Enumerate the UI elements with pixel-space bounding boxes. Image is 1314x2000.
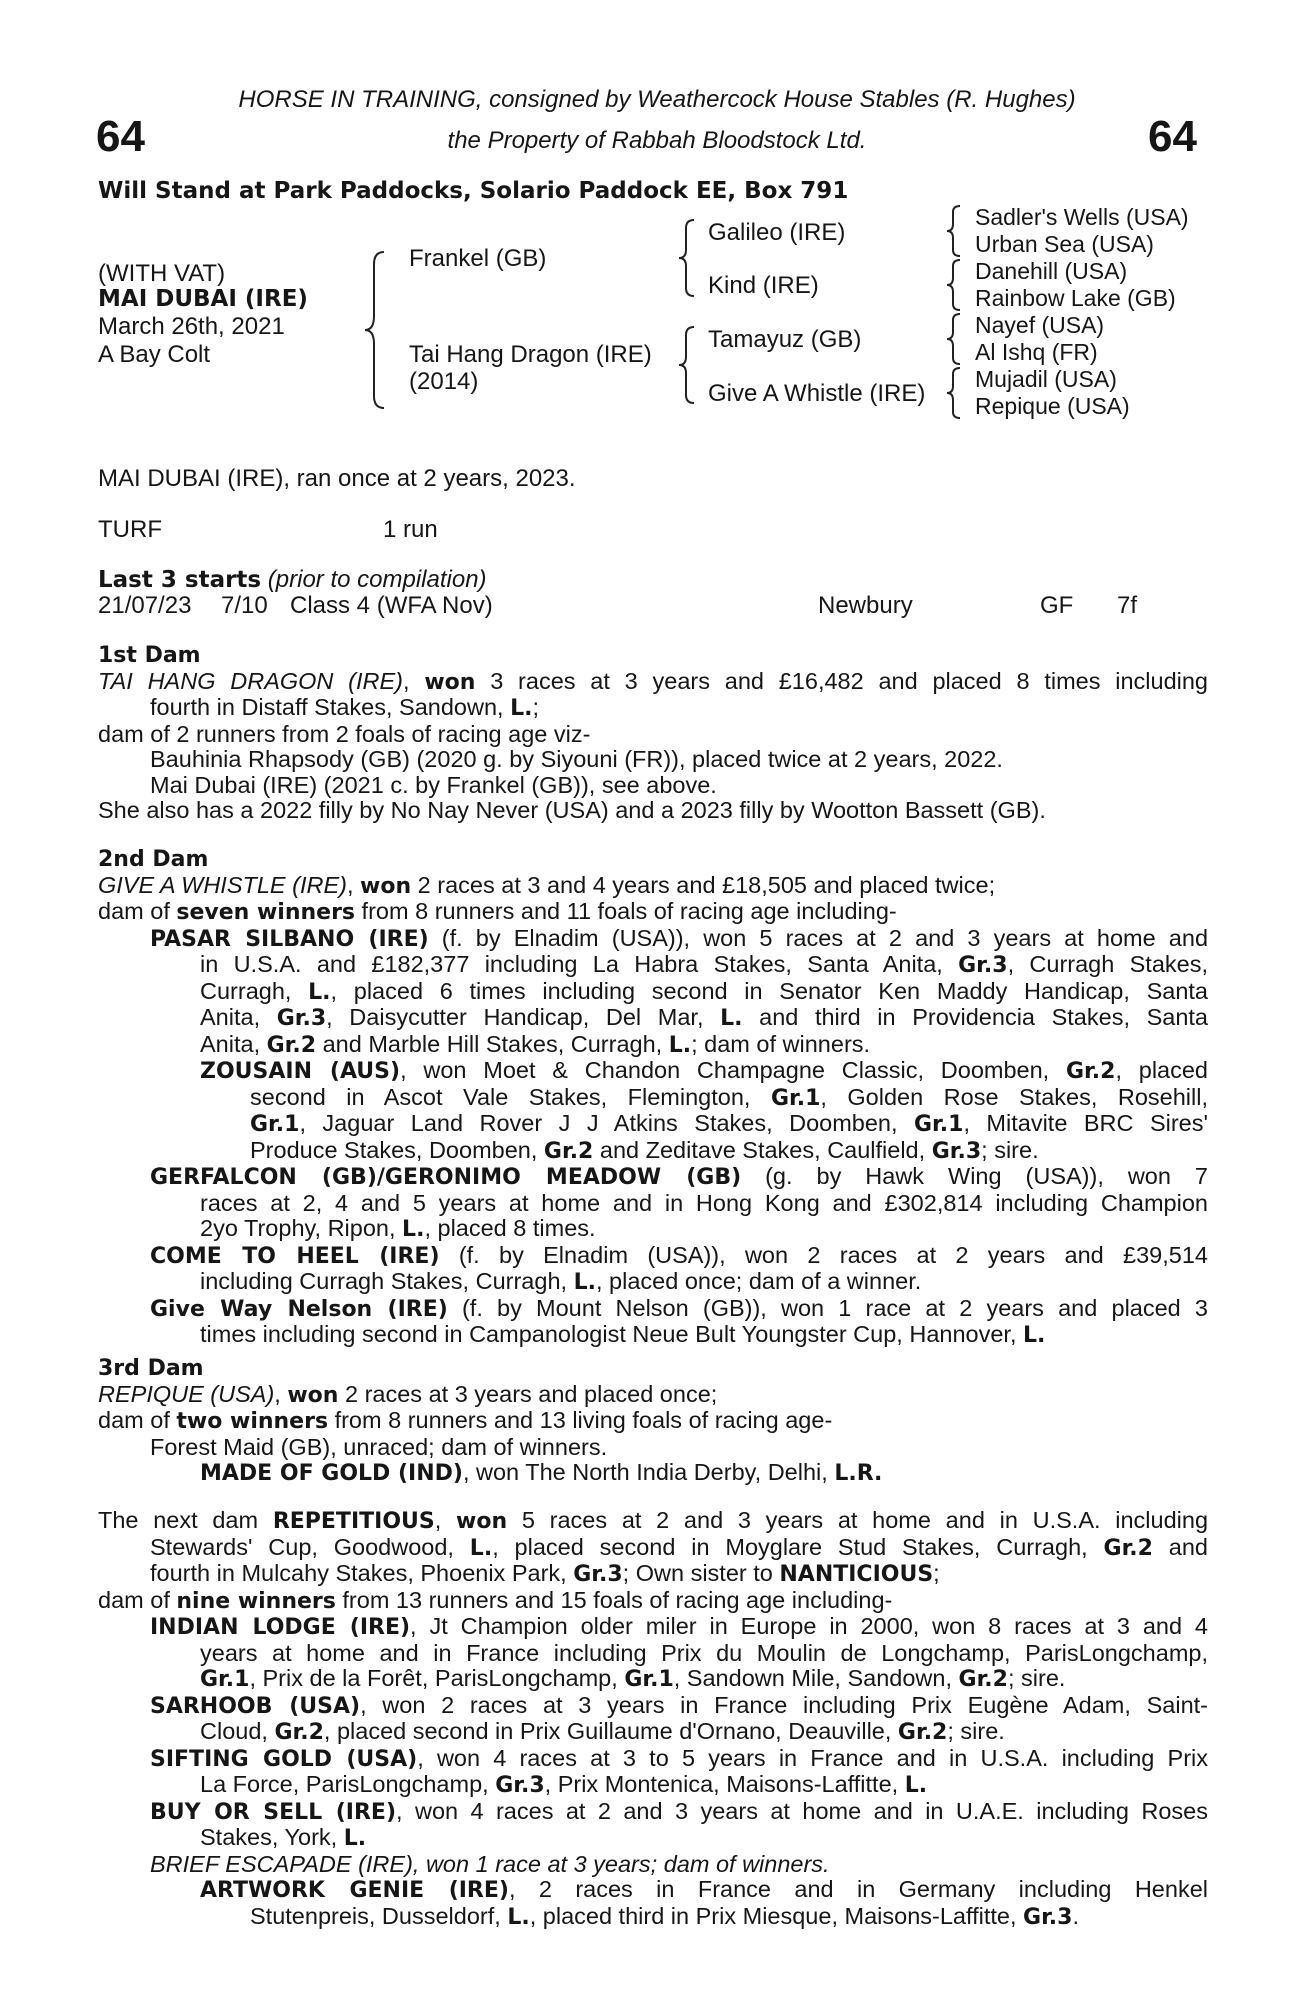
text-line: dam of nine winners from 13 runners and 15 foals of racing age including- [98, 1586, 893, 1614]
text-line: Stakes, York, L. [200, 1824, 367, 1851]
produce-line: Bauhinia Rhapsody (GB) (2020 g. by Siyouni (FR)), placed twice at 2 years, 2022. [150, 746, 1003, 772]
start-date: 21/07/23 [98, 592, 192, 619]
text-line: fourth in Mulcahy Stakes, Phoenix Park, Gr.3; Own sister to NANTICIOUS; [150, 1560, 940, 1587]
text-line: Anita, Gr.3, Daisycutter Handicap, Del Mar, L. and third in Providencia Stakes, Santa [200, 1004, 1209, 1031]
pedigree-sire-sire: Galileo (IRE) [708, 219, 846, 246]
text-line: COME TO HEEL (IRE) (f. by Elnadim (USA)), won 2 races at 2 years and £39,514 [150, 1241, 1208, 1269]
stand-location: Will Stand at Park Paddocks, Solario Paddock EE, Box 791 [98, 178, 849, 204]
pedigree-brace-g2 [944, 258, 964, 312]
next-dam-section [98, 1508, 1208, 1930]
pedigree-brace-g1 [944, 204, 964, 258]
text-line: Gr.1, Jaguar Land Rover J J Atkins Stakes, Doomben, Gr.1, Mitavite BRC Sires' [250, 1110, 1208, 1137]
last-starts-heading: Last 3 starts (prior to compilation) [98, 566, 487, 593]
horse-name: MAI DUBAI (IRE) [98, 286, 308, 312]
second-dam-section [98, 847, 1208, 1349]
pedigree-g3-2: Urban Sea (USA) [975, 231, 1154, 257]
start-position: 7/10 [221, 592, 268, 619]
property-line: the Property of Rabbah Bloodstock Ltd. [447, 127, 867, 154]
text-line: BRIEF ESCAPADE (IRE), won 1 race at 3 years; dam of winners. [150, 1850, 830, 1877]
start-distance: 7f [1117, 592, 1138, 619]
horse-description: A Bay Colt [98, 341, 211, 368]
text-line: ZOUSAIN (AUS), won Moet & Chandon Champagne Classic, Doomben, Gr.2, placed [200, 1057, 1208, 1084]
pedigree-dam-sire: Tamayuz (GB) [708, 326, 862, 353]
produce-line: Mai Dubai (IRE) (2021 c. by Frankel (GB)), see above. [150, 771, 717, 798]
text-line: races at 2, 4 and 5 years at home and in Hong Kong and £302,814 including Champion [200, 1189, 1208, 1216]
pedigree-g3-5: Nayef (USA) [975, 312, 1105, 338]
pedigree-g3-4: Rainbow Lake (GB) [975, 285, 1176, 311]
pedigree-dam: Tai Hang Dragon (IRE) [409, 341, 652, 368]
start-course: Newbury [818, 592, 913, 619]
text-line: in U.S.A. and £182,377 including La Habra Stakes, Santa Anita, Gr.3, Curragh Stakes, [200, 951, 1209, 978]
pedigree-dam-year: (2014) [409, 368, 479, 395]
text-line: Give Way Nelson (IRE) (f. by Mount Nelson (GB)), won 1 race at 2 years and placed 3 [150, 1294, 1208, 1322]
pedigree-g3-1: Sadler's Wells (USA) [975, 204, 1189, 230]
text-line: MADE OF GOLD (IND), won The North India Derby, Delhi, L.R. [200, 1459, 883, 1486]
text-line: SIFTING GOLD (USA), won 4 races at 3 to 5 years in France and in U.S.A. including Prix [150, 1744, 1208, 1772]
text-line: BUY OR SELL (IRE), won 4 races at 2 and 3 years at home and in U.A.E. including Roses [150, 1797, 1209, 1825]
start-race-class: Class 4 (WFA Nov) [290, 592, 493, 619]
start-going: GF [1040, 592, 1074, 619]
text-line: dam of 2 runners from 2 foals of racing age viz- [98, 720, 591, 747]
text-line: times including second in Campanologist Neue Bult Youngster Cup, Hannover, L. [200, 1321, 1046, 1348]
pedigree-dam-dam: Give A Whistle (IRE) [708, 380, 926, 407]
text-line: TAI HANG DRAGON (IRE), won 3 races at 3 years and £16,482 and placed 8 times including [98, 667, 1208, 695]
runs-count: 1 run [383, 516, 438, 543]
text-line: She also has a 2022 filly by No Nay Never (USA) and a 2023 filly by Wootton Bassett (GB). [98, 797, 1046, 823]
text-line: dam of two winners from 8 runners and 13 living foals of racing age- [98, 1407, 833, 1434]
race-record-summary: MAI DUBAI (IRE), ran once at 2 years, 2023. [98, 465, 576, 492]
pedigree-sire: Frankel (GB) [409, 245, 547, 272]
text-line: Gr.1, Prix de la Forêt, ParisLongchamp, Gr.1, Sandown Mile, Sandown, Gr.2; sire. [200, 1665, 1066, 1692]
foaling-date: March 26th, 2021 [98, 313, 285, 340]
second-dam-heading: 2nd Dam [98, 847, 209, 872]
pedigree-brace-main [362, 250, 392, 410]
pedigree-g3-3: Danehill (USA) [975, 258, 1128, 284]
text-line: REPIQUE (USA), won 2 races at 3 years and placed once; [98, 1380, 718, 1408]
text-line: La Force, ParisLongchamp, Gr.3, Prix Montenica, Maisons-Laffitte, L. [200, 1771, 928, 1798]
text-line: second in Ascot Vale Stakes, Flemington, Gr.1, Golden Rose Stakes, Rosehill, [250, 1083, 1208, 1111]
text-line: dam of seven winners from 8 runners and 11 foals of racing age including- [98, 898, 897, 925]
text-line: PASAR SILBANO (IRE) (f. by Elnadim (USA)), won 5 races at 2 and 3 years at home and [150, 924, 1209, 952]
surface-label: TURF [98, 516, 162, 543]
consignor-line: HORSE IN TRAINING, consigned by Weathercock House Stables (R. Hughes) [238, 86, 1076, 113]
text-line: fourth in Distaff Stakes, Sandown, L.; [150, 694, 540, 721]
third-dam-heading: 3rd Dam [98, 1356, 204, 1381]
lot-number-left: 64 [96, 112, 145, 161]
lot-number-right: 64 [1148, 112, 1197, 161]
text-line: ARTWORK GENIE (IRE), 2 races in France and in Germany including Henkel [200, 1876, 1208, 1903]
text-line: Curragh, L., placed 6 times including second in Senator Ken Maddy Handicap, Santa [200, 977, 1208, 1005]
text-line: SARHOOB (USA), won 2 races at 3 years in France including Prix Eugène Adam, Saint- [150, 1691, 1208, 1719]
text-line: 2yo Trophy, Ripon, L., placed 8 times. [200, 1215, 596, 1242]
text-line: Forest Maid (GB), unraced; dam of winners. [150, 1433, 608, 1460]
text-line: Anita, Gr.2 and Marble Hill Stakes, Curragh, L.; dam of winners. [200, 1030, 871, 1058]
text-line: Stewards' Cup, Goodwood, L., placed second in Moyglare Stud Stakes, Curragh, Gr.2 and [150, 1533, 1208, 1561]
text-line: Cloud, Gr.2, placed second in Prix Guillaume d'Ornano, Deauville, Gr.2; sire. [200, 1718, 1005, 1745]
text-line: years at home and in France including Prix du Moulin de Longchamp, ParisLongchamp, [200, 1639, 1208, 1666]
pedigree-g3-7: Mujadil (USA) [975, 366, 1117, 392]
text-line: Stutenpreis, Dusseldorf, L., placed third in Prix Miesque, Maisons-Laffitte, Gr.3. [250, 1902, 1079, 1930]
text-line: INDIAN LODGE (IRE), Jt Champion older miler in Europe in 2000, won 8 races at 3 and 4 [150, 1613, 1208, 1640]
text-line: Produce Stakes, Doomben, Gr.2 and Zeditave Stakes, Caulfield, Gr.3; sire. [250, 1136, 1039, 1164]
pedigree-g3-6: Al Ishq (FR) [975, 339, 1098, 365]
first-dam-heading: 1st Dam [98, 643, 201, 668]
pedigree-brace-dam [676, 325, 700, 405]
text-line: GERFALCON (GB)/GERONIMO MEADOW (GB) (g. by Hawk Wing (USA)), won 7 [150, 1163, 1208, 1190]
third-dam-section [98, 1356, 1208, 1487]
vat-note: (WITH VAT) [98, 260, 226, 287]
text-line: The next dam REPETITIOUS, won 5 races at 2 and 3 years at home and in U.S.A. including [98, 1507, 1209, 1534]
text-line: including Curragh Stakes, Curragh, L., placed once; dam of a winner. [200, 1268, 922, 1295]
pedigree-sire-dam: Kind (IRE) [708, 272, 819, 299]
first-dam-section [98, 643, 1208, 824]
pedigree-brace-g3 [944, 312, 964, 366]
text-line: GIVE A WHISTLE (IRE), won 2 races at 3 and 4 years and £18,505 and placed twice; [98, 871, 996, 899]
pedigree-brace-sire [676, 218, 700, 298]
pedigree-g3-8: Repique (USA) [975, 393, 1130, 419]
pedigree-brace-g4 [944, 366, 964, 420]
